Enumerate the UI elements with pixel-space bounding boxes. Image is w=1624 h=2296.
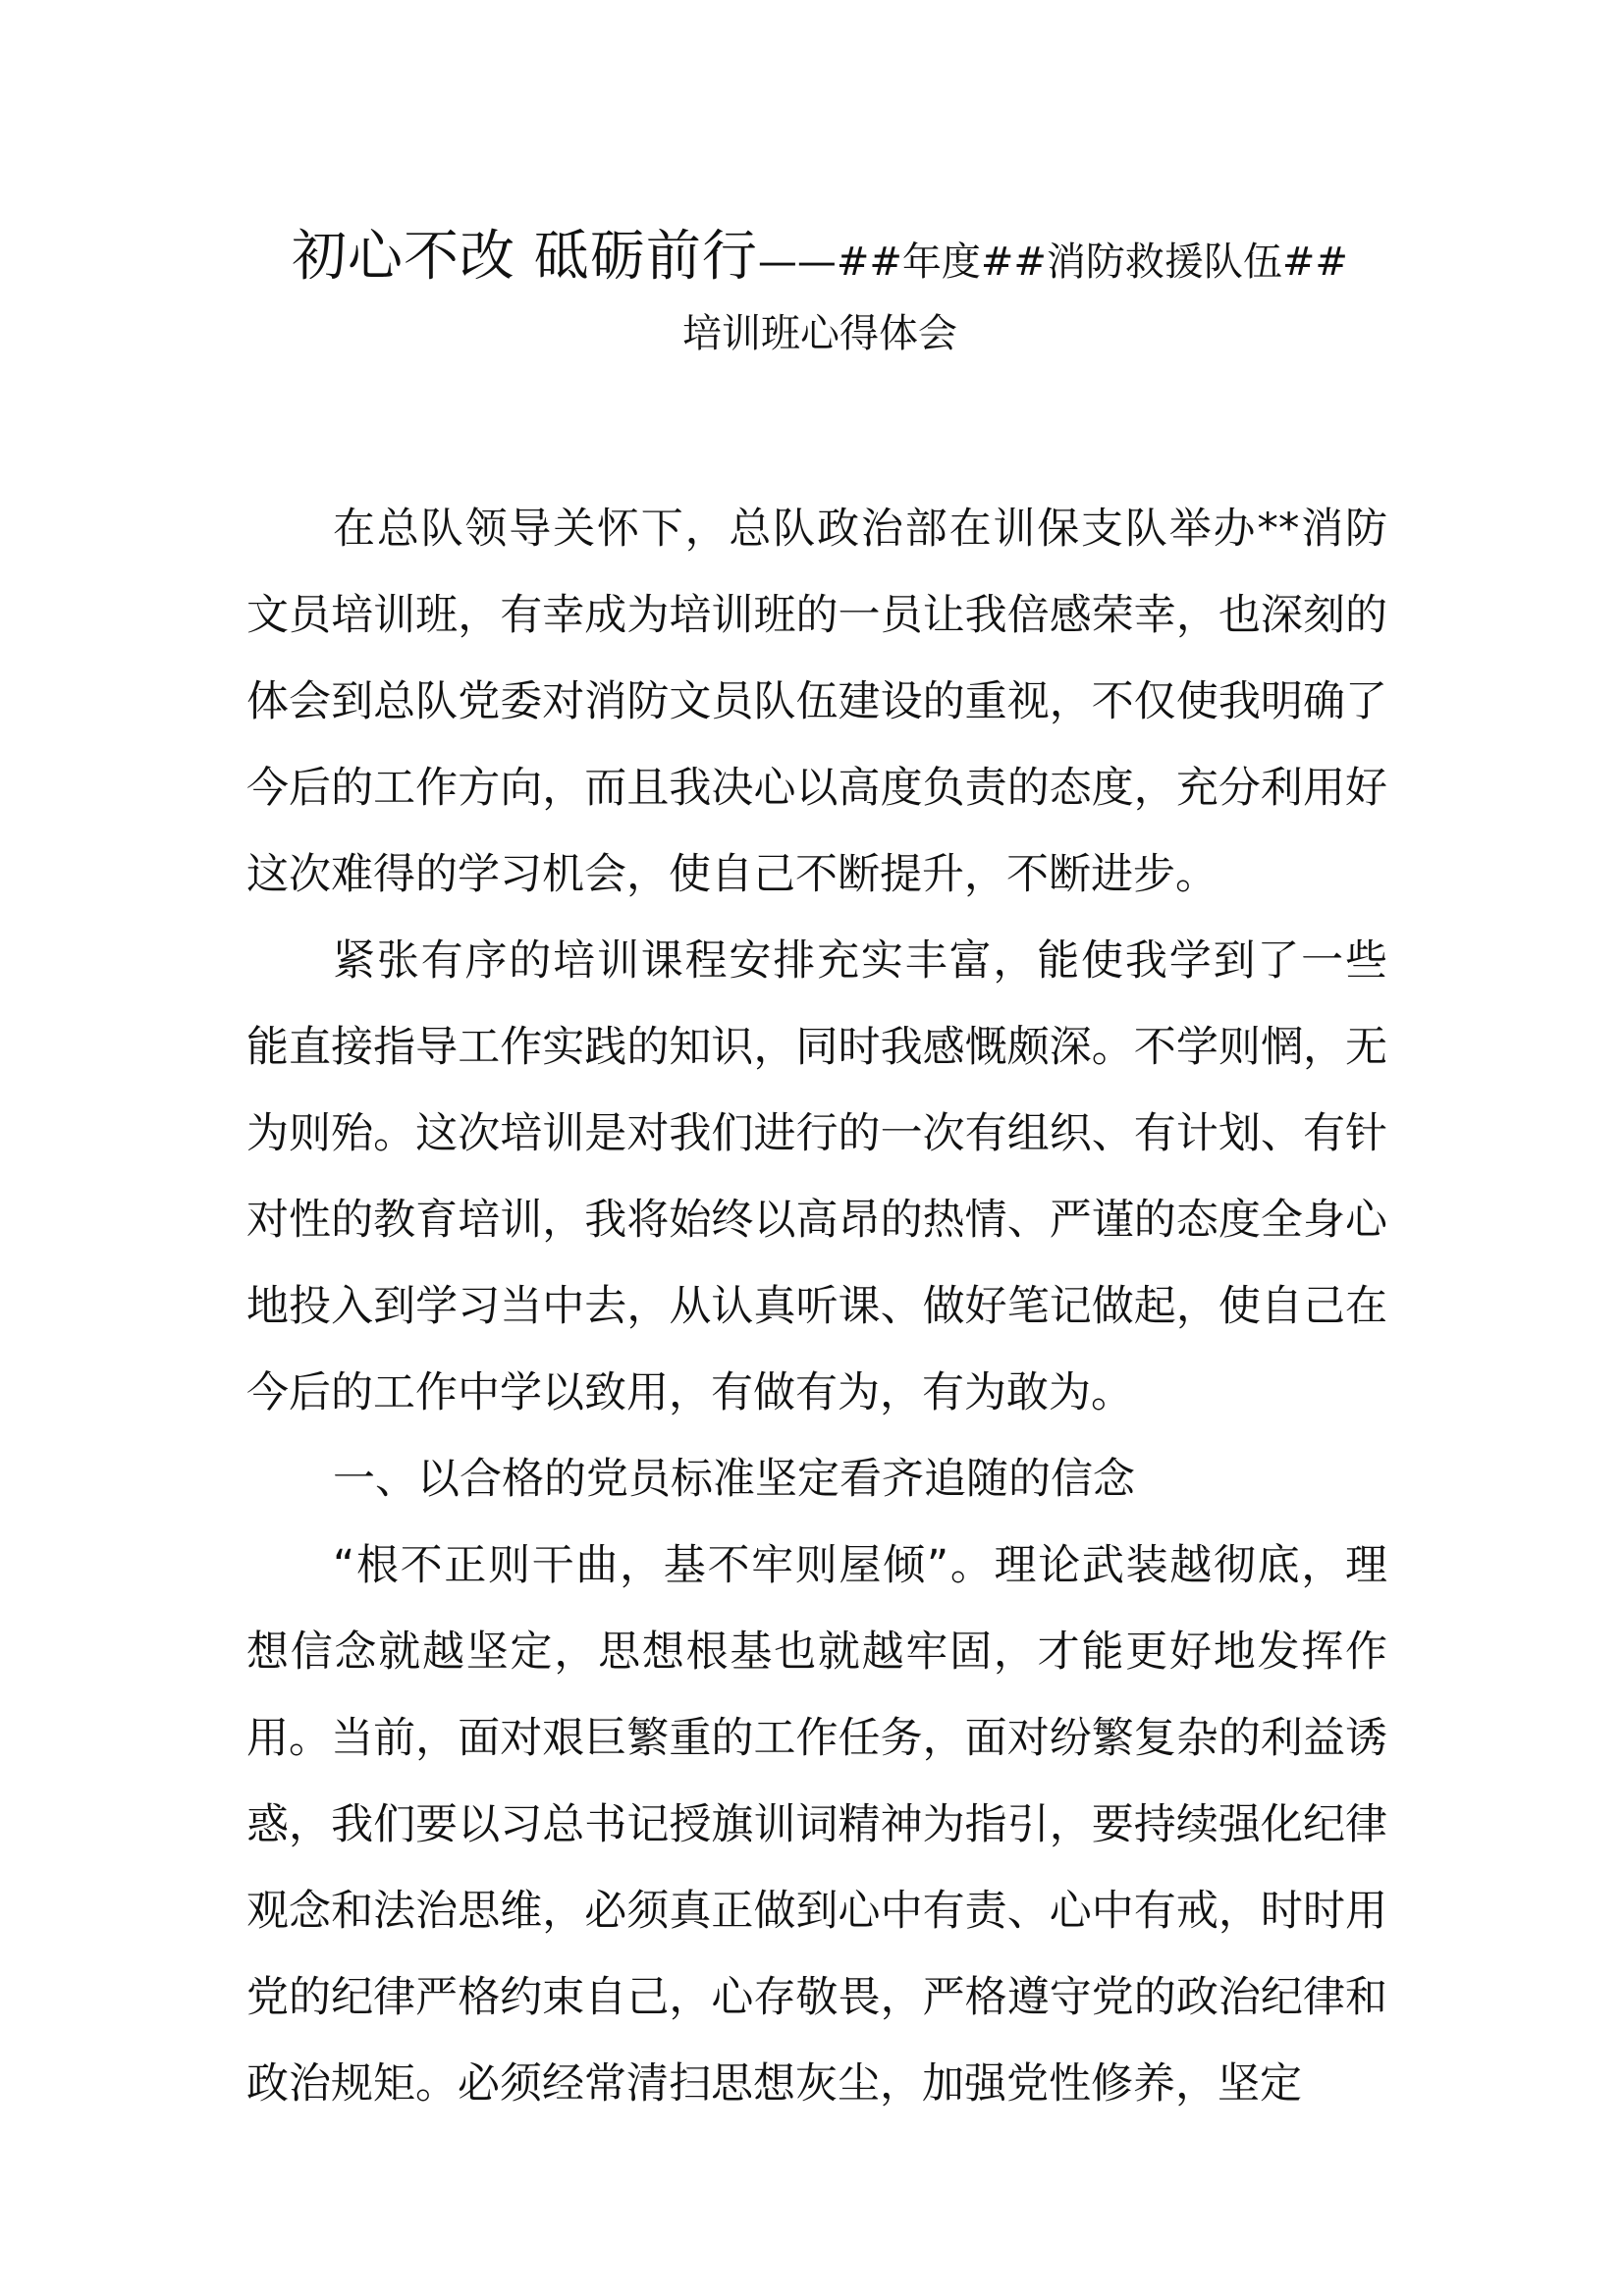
title-subtitle: ——##年度##消防救援队伍## bbox=[757, 240, 1348, 285]
title-main: 初心不改 砥砺前行 bbox=[292, 225, 758, 289]
paragraph: 在总队领导关怀下，总队政治部在训保支队举办**消防文员培训班，有幸成为培训班的一员让我倍感荣幸，也深刻的体会到总队党委对消防文员队伍建设的重视，不仅使我明确了今后的工作方向，而且我决心以高度负责的态度，充分利用好这次难得的学习机会，使自己不断提升，不断进步。 bbox=[246, 505, 1387, 899]
document-body bbox=[246, 486, 1387, 2127]
title-line-1 bbox=[245, 218, 1394, 296]
document-title bbox=[245, 218, 1394, 363]
paragraph: “根不正则干曲，基不牢则屋倾”。理论武装越彻底，理想信念就越坚定，思想根基也就越牢固，才能更好地发挥作用。当前，面对艰巨繁重的工作任务，面对纷繁复杂的利益诱惑，我们要以习总书记授旗训词精神为指引，要持续强化纪律观念和法治思维，必须真正做到心中有责、心中有戒，时时用党的纪律严格约束自己，心存敬畏，严格遵守党的政治纪律和政治规矩。必须经常清扫思想灰尘，加强党性修养，坚定 bbox=[246, 1541, 1387, 2109]
title-line-2: 培训班心得体会 bbox=[682, 311, 957, 356]
paragraph: 紧张有序的培训课程安排充实丰富，能使我学到了一些能直接指导工作实践的知识，同时我感慨颇深。不学则惘，无为则殆。这次培训是对我们进行的一次有组织、有计划、有针对性的教育培训，我将始终以高昂的热情、严谨的态度全身心地投入到学习当中去，从认真听课、做好笔记做起，使自己在今后的工作中学以致用，有做有为，有为敢为。 bbox=[246, 936, 1387, 1417]
section-heading: 一、以合格的党员标准坚定看齐追随的信念 bbox=[333, 1455, 1135, 1504]
